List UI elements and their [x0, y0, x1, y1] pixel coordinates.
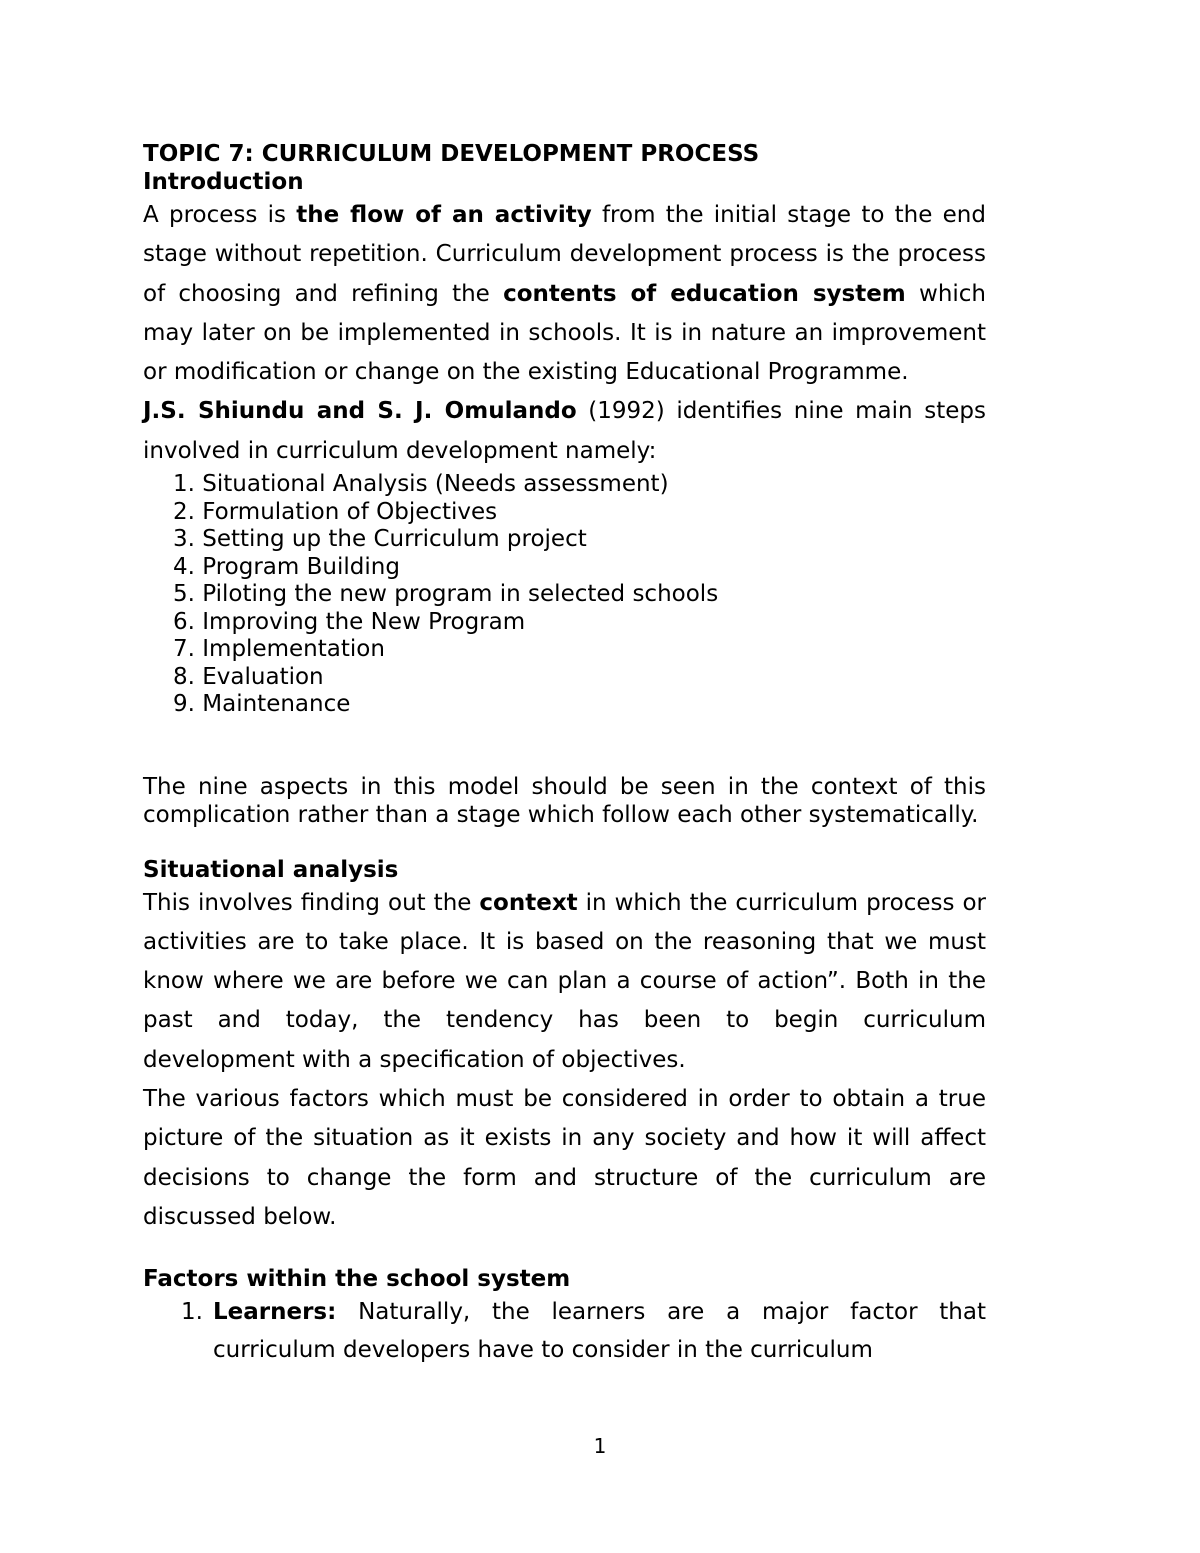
step-label: Piloting the new program in selected schools — [202, 581, 719, 608]
step-label: Maintenance — [202, 691, 351, 718]
intro-text-run: from the initial stage to the end stage without repetition. Curriculum development process is the process of choosing and refining the — [143, 202, 986, 307]
step-label: Situational Analysis (Needs assessment) — [202, 471, 669, 498]
factors-intro-paragraph: The various factors which must be considered in order to obtain a true picture of the situation as it exists in any society and how it will affect decisions to change the form and structure of the curriculum are discussed below. — [143, 1086, 986, 1230]
step-label: Implementation — [202, 636, 385, 663]
step-item: 2. Formulation of Objectives — [173, 498, 498, 525]
factor-item — [143, 1293, 986, 1369]
step-label: Evaluation — [202, 663, 324, 690]
factor-number: 1. — [181, 1299, 203, 1326]
authors-paragraph — [143, 392, 986, 471]
nine-aspects-paragraph: The nine aspects in this model should be seen in the context of this complication rather than a stage which follow each other systematically. — [143, 773, 986, 828]
authors-text-run: (1992) identifies nine main steps involved in curriculum development namely: — [143, 398, 986, 464]
factors-heading: Factors within the school system — [143, 1266, 571, 1293]
intro-bold-run: contents of education system — [503, 280, 906, 307]
situational-analysis-heading: Situational analysis — [143, 856, 399, 883]
spacer — [143, 746, 986, 773]
intro-bold-run: the flow of an activity — [296, 202, 592, 228]
authors-names: J.S. Shiundu and S. J. Omulando — [143, 398, 577, 425]
intro-text-run: which may later on be implemented in schools. It is in nature an improvement or modification or change on the existing Educational Programme. — [143, 280, 987, 386]
introduction-heading: Introduction — [143, 169, 304, 195]
step-item: 7. Implementation — [173, 636, 385, 663]
step-item: 8. Evaluation — [173, 663, 324, 690]
page-number: 1 — [593, 1434, 607, 1458]
document-body — [143, 140, 986, 1369]
steps-list — [143, 471, 986, 719]
spacer — [143, 719, 986, 746]
factor-label: Learners: — [213, 1299, 337, 1326]
step-label: Improving the New Program — [202, 608, 526, 635]
step-item: 4. Program Building — [173, 553, 400, 580]
step-label: Program Building — [202, 553, 400, 580]
introduction-paragraph — [143, 196, 986, 392]
step-label: Setting up the Curriculum project — [202, 526, 587, 553]
situational-text-run: This involves finding out the — [143, 889, 480, 916]
situational-text-run: in which the curriculum process or activities are to take place. It is based on the reasoning that we must know where we are before we can plan a course of action”. Both in the past and today, the tendency has been to begin curriculum development with a specification of objectives. — [143, 889, 986, 1073]
step-item: 9. Maintenance — [173, 691, 351, 718]
spacer — [143, 829, 986, 856]
spacer — [143, 1237, 986, 1265]
factor-text: Naturally, the learners are a major factor that curriculum developers have to consider in the curriculum — [213, 1299, 986, 1364]
intro-text-run: A process is — [143, 202, 297, 228]
step-label: Formulation of Objectives — [202, 498, 498, 525]
situational-bold-run: context — [479, 889, 578, 916]
situational-analysis-paragraph — [143, 884, 986, 1080]
step-item: 3. Setting up the Curriculum project — [173, 526, 587, 553]
step-item: 6. Improving the New Program — [173, 608, 526, 635]
document-title: TOPIC 7: CURRICULUM DEVELOPMENT PROCESS — [143, 141, 760, 167]
step-item: 1. Situational Analysis (Needs assessment) — [173, 471, 669, 498]
step-item: 5. Piloting the new program in selected schools — [173, 581, 719, 608]
